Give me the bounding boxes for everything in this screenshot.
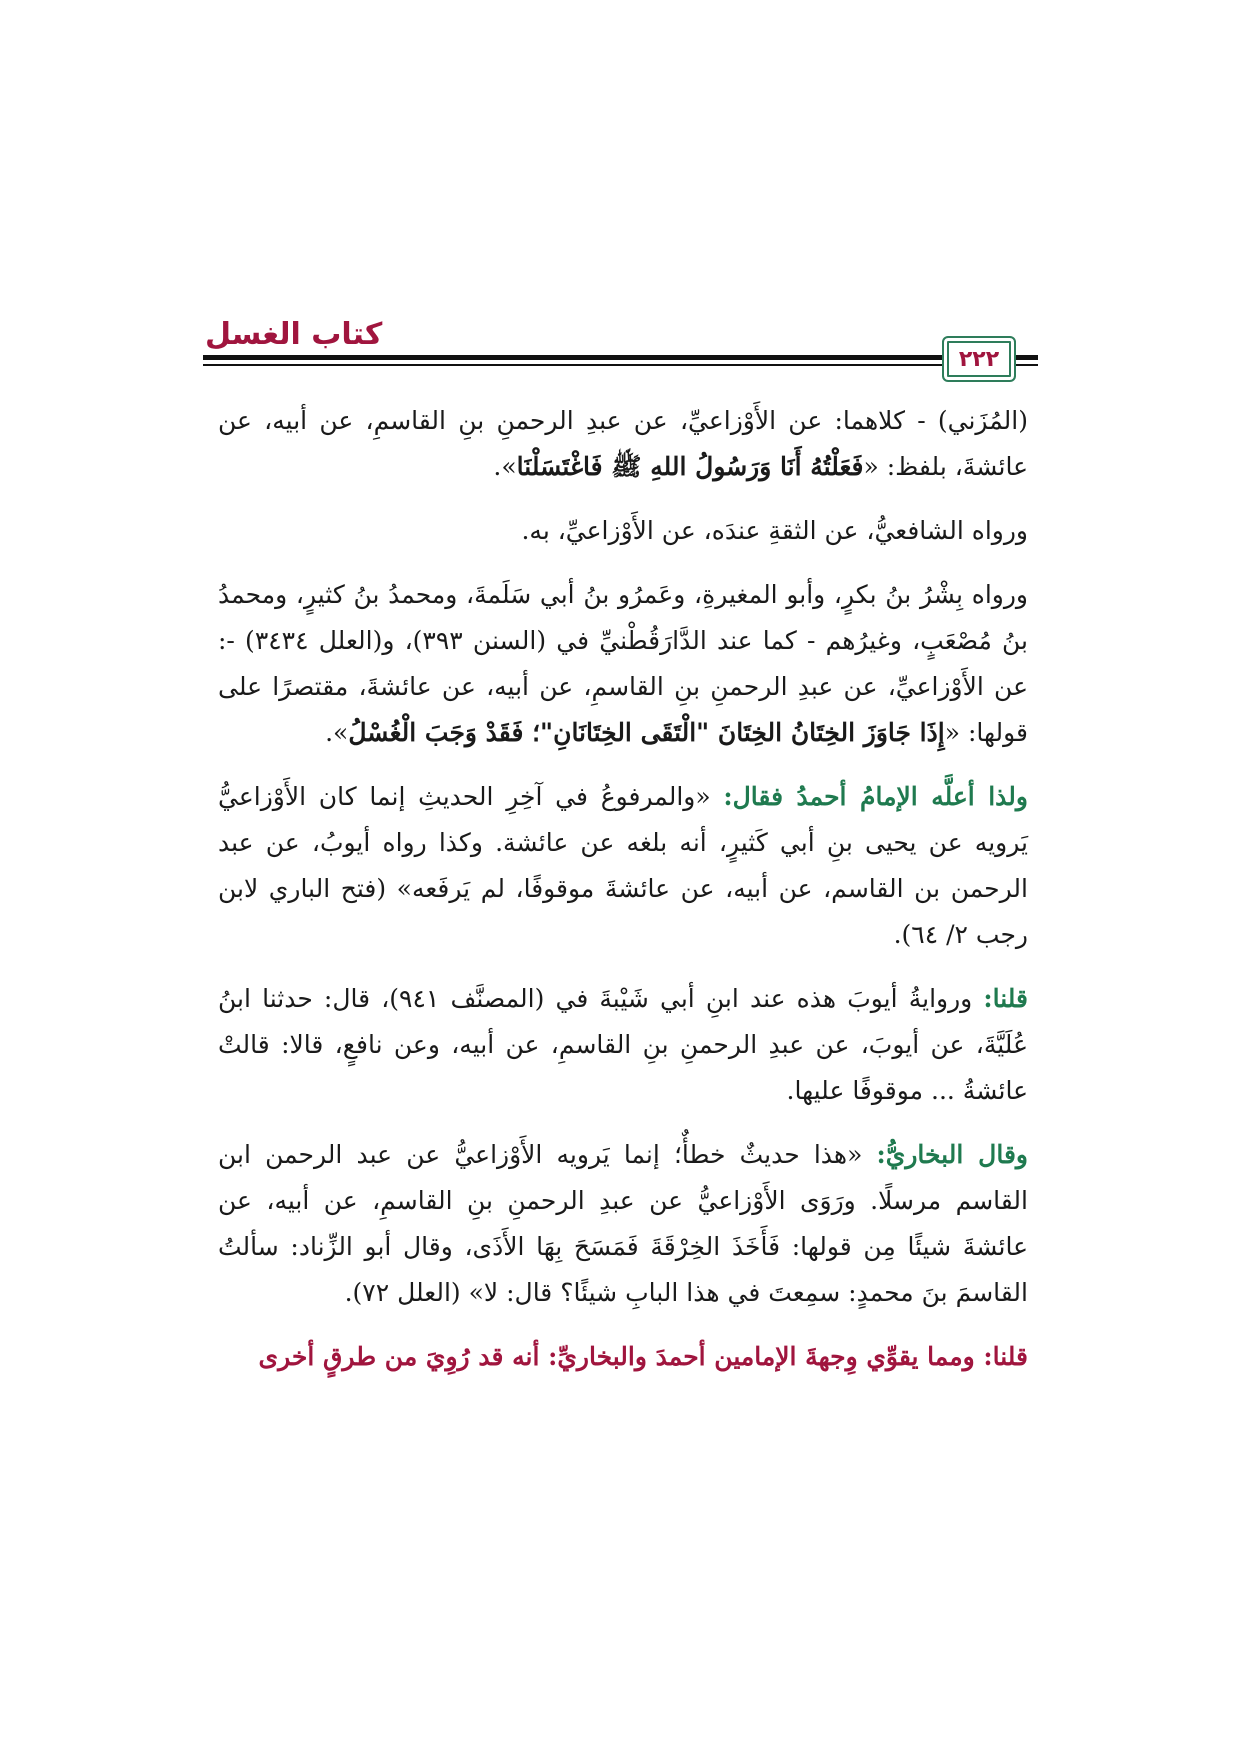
paragraph-1 — [218, 398, 1028, 490]
paragraph-1-text: (المُزَني) - كلاهما: عن الأَوْزاعيِّ، عن عبدِ الرحمنِ بنِ القاسمِ، عن أبيه، عن عائشةَ، بلفظ: « — [218, 406, 1028, 481]
header-rule-thick — [203, 355, 993, 360]
paragraph-2 — [218, 508, 1028, 554]
lead-qulna-1: قلنا: — [983, 984, 1028, 1013]
paragraph-3-text: ورواه بِشْرُ بنُ بكرٍ، وأبو المغيرةِ، وعَمرُو بنُ أبي سَلَمةَ، ومحمدُ بنُ كثيرٍ، ومحمدُ بنُ مُصْعَبٍ، وغيرُهم - كما عند الدَّارَقُطْنيِّ في (السنن ٣٩٣)، و(العلل ٣٤٣٤) -: عن الأَوْزاعيِّ، عن عبدِ الرحمنِ بنِ القاسمِ، عن أبيه، عن عائشةَ، مقتصرًا على قولها: « — [218, 580, 1029, 747]
paragraph-3-end: ». — [325, 718, 349, 747]
paragraph-5 — [218, 976, 1028, 1114]
paragraph-1-end: ». — [493, 452, 517, 481]
page-number-badge — [942, 336, 1016, 382]
body-text — [218, 398, 1028, 1398]
paragraph-7 — [218, 1334, 1028, 1380]
hadith-quote-2: إِذَا جَاوَزَ الخِتَانُ الخِتَانَ "الْتَقَى الخِتَانَانِ"؛ فَقَدْ وَجَبَ الْغُسْلُ — [348, 718, 945, 747]
lead-bukhari: وقال البخاريُّ: — [876, 1140, 1028, 1169]
lead-ahmad: ولذا أعلَّه الإمامُ أحمدُ فقال: — [723, 782, 1028, 811]
running-title: كتاب الغسل — [205, 317, 383, 352]
paragraph-6-text: «هذا حديثٌ خطأٌ؛ إنما يَرويه الأَوْزاعيُّ عن عبد الرحمن ابن القاسم مرسلًا. ورَوَى الأَوْزاعيُّ عن عبدِ الرحمنِ بنِ القاسمِ، عن أبيه، عن عائشةَ شيئًا مِن قولها: فَأَخَذَ الخِرْقَةَ فَمَسَحَ بِهَا الأَذَى، وقال أبو الزِّناد: سألتُ القاسمَ بنَ محمدٍ: سمِعتَ في هذا البابِ شيئًا؟ قال: لا» (العلل ٧٢). — [218, 1140, 1028, 1307]
paragraph-2-text: ورواه الشافعيُّ، عن الثقةِ عندَه، عن الأَوْزاعيِّ، به. — [521, 516, 1028, 545]
hadith-quote-1: فَعَلْتُهُ أَنَا وَرَسُولُ اللهِ ﷺ فَاغْتَسَلْنَا — [516, 452, 864, 481]
paragraph-3 — [218, 572, 1028, 756]
page-number: ٢٢٢ — [958, 346, 1000, 372]
paragraph-4 — [218, 774, 1028, 958]
paragraph-4-text: «والمرفوعُ في آخِرِ الحديثِ إنما كان الأَوْزاعيُّ يَرويه عن يحيى بنِ أبي كَثيرٍ، أنه بلغه عن عائشة. وكذا رواه أيوبُ، عن عبد الرحمن بن القاسم، عن أبيه، عن عائشةَ موقوفًا، لم يَرفَعه» (فتح الباري لابن رجب ٢/ ٦٤). — [218, 782, 1028, 949]
header-rule-thin — [203, 364, 993, 366]
paragraph-5-text: وروايةُ أيوبَ هذه عند ابنِ أبي شَيْبةَ في (المصنَّف ٩٤١)، قال: حدثنا ابنُ عُلَيَّةَ، عن أيوبَ، عن عبدِ الرحمنِ بنِ القاسمِ، عن أبيه، وعن نافعٍ، قالا: قالتْ عائشةُ ... موقوفًا عليها. — [218, 984, 1028, 1105]
paragraph-6 — [218, 1132, 1028, 1316]
closing-statement: قلنا: ومما يقوِّي وِجهةَ الإمامين أحمدَ والبخاريِّ: أنه قد رُوِيَ من طرقٍ أخرى — [258, 1342, 1028, 1371]
